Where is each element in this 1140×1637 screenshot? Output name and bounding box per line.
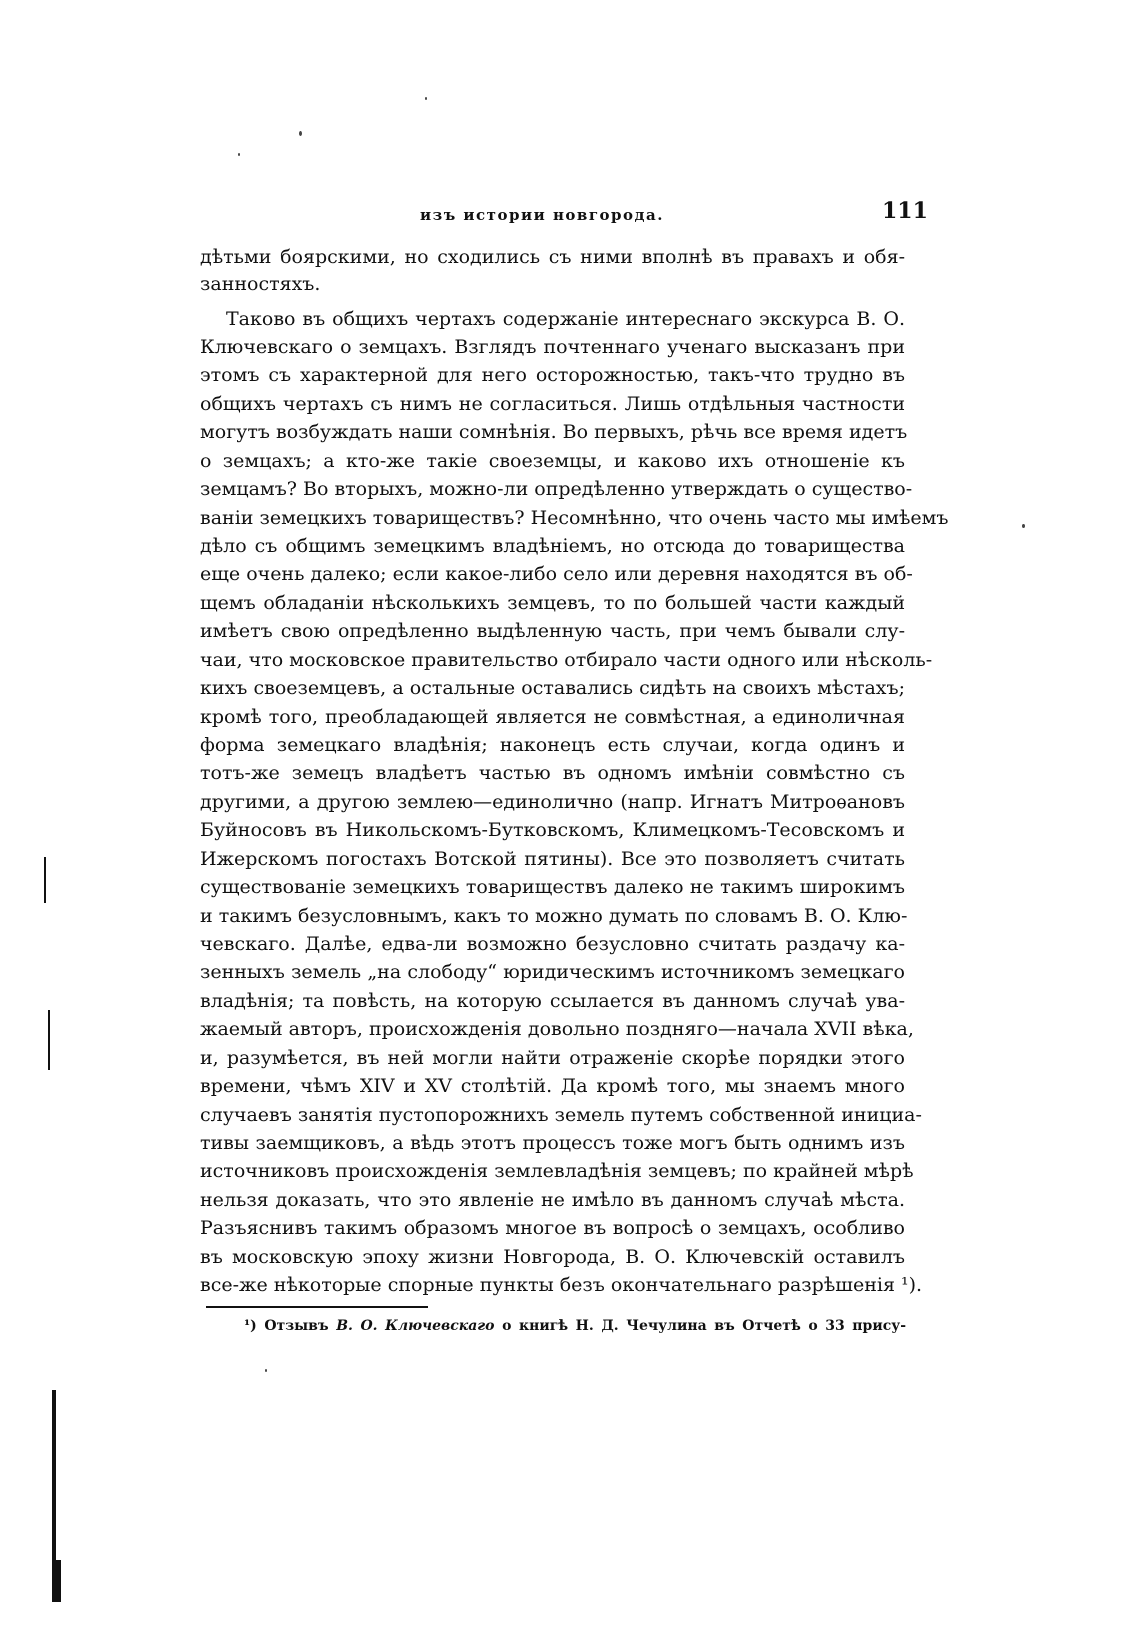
scan-edge-mark xyxy=(44,857,46,903)
footnote-lead: Отзывъ xyxy=(264,1318,329,1334)
text-line: нельзя доказать, что это явленiе не имѣло въ данномъ случаѣ мѣста. xyxy=(200,1189,905,1211)
text-line: зенныхъ земель „на слободу“ юридическимъ источникомъ земецкаго xyxy=(200,961,905,983)
page-number: 111 xyxy=(882,198,928,224)
scan-speck xyxy=(299,131,302,136)
text-line: общихъ чертахъ съ нимъ не согласиться. Лишь отдѣльныя частности xyxy=(200,393,905,415)
text-line: Буйносовъ въ Никольскомъ-Бутковскомъ, Климецкомъ-Тесовскомъ и xyxy=(200,819,905,841)
text-line: о земцахъ; а кто-же такiе своеземцы, и каково ихъ отношенiе къ xyxy=(200,450,905,472)
text-line: тотъ-же земецъ владѣетъ частью въ одномъ имѣнiи совмѣстно съ xyxy=(200,762,905,784)
footnote-text: о книгѣ Н. Д. Чечулина въ Отчетѣ о 33 прису- xyxy=(502,1318,907,1334)
text-line: дѣло съ общимъ земецкимъ владѣнiемъ, но отсюда до товарищества xyxy=(200,535,905,557)
text-line: и такимъ безусловнымъ, какъ то можно думать по словамъ В. О. Клю- xyxy=(200,905,908,927)
text-line: ванiи земецкихъ товариществъ? Несомнѣнно, что очень часто мы имѣемъ xyxy=(200,507,949,529)
text-line: въ московскую эпоху жизни Новгорода, В. О. Ключевскiй оставилъ xyxy=(200,1246,905,1268)
text-line: Ключевскаго о земцахъ. Взглядъ почтеннаго ученаго высказанъ при xyxy=(200,336,905,358)
text-line: дѣтьми боярскими, но сходились съ ними вполнѣ въ правахъ и обя- xyxy=(200,246,905,268)
text-line: все-же нѣкоторые спорные пункты безъ окончательнаго разрѣшенiя ¹). xyxy=(200,1274,923,1296)
scan-speck xyxy=(425,97,427,100)
footnote-rule xyxy=(206,1306,428,1308)
scan-edge-mark xyxy=(56,1560,61,1602)
text-line: источниковъ происхожденiя землевладѣнiя земцевъ; по крайней мѣрѣ xyxy=(200,1160,914,1182)
running-title: изъ истории новгорода. xyxy=(420,206,664,224)
text-line: Ижерскомъ погостахъ Вотской пятины). Все это позволяетъ считать xyxy=(200,848,905,870)
text-line: кихъ своеземцевъ, а остальные оставались сидѣть на своихъ мѣстахъ; xyxy=(200,677,905,699)
text-line: форма земецкаго владѣнiя; наконецъ есть случаи, когда одинъ и xyxy=(200,734,905,756)
text-line: другими, а другою землею—единолично (напр. Игнатъ Митроѳановъ xyxy=(200,791,905,813)
text-line: кромѣ того, преобладающей является не совмѣстная, а единоличная xyxy=(200,706,905,728)
text-line: земцамъ? Во вторыхъ, можно-ли опредѣленно утверждать о существо- xyxy=(200,478,913,500)
text-line: Таково въ общихъ чертахъ содержанiе интереснаго экскурса В. О. xyxy=(226,308,905,330)
text-line: Разъяснивъ такимъ образомъ многое въ вопросѣ о земцахъ, особливо xyxy=(200,1217,905,1239)
scan-speck xyxy=(1022,524,1025,528)
text-line: и, разумѣется, въ ней могли найти отраженiе скорѣе порядки этого xyxy=(200,1047,905,1069)
text-line: жаемый авторъ, происхожденiя довольно поздняго—начала XVII вѣка, xyxy=(200,1018,914,1040)
text-line: тивы заемщиковъ, а вѣдь этотъ процессъ тоже могъ быть однимъ изъ xyxy=(200,1132,905,1154)
text-line: времени, чѣмъ XIV и XV столѣтiй. Да кромѣ того, мы знаемъ много xyxy=(200,1075,905,1097)
text-line: случаевъ занятiя пустопорожнихъ земель путемъ собственной инициа- xyxy=(200,1104,922,1126)
text-line: имѣетъ свою опредѣленно выдѣленную часть, при чемъ бывали слу- xyxy=(200,620,905,642)
text-line: могутъ возбуждать наши сомнѣнiя. Во первыхъ, рѣчь все время идетъ xyxy=(200,421,908,443)
text-line: занностяхъ. xyxy=(200,273,321,295)
footnote xyxy=(244,1318,906,1334)
footnote-author: В. О. Ключевскаго xyxy=(336,1318,495,1334)
text-line: существованiе земецкихъ товариществъ далеко не такимъ широкимъ xyxy=(200,876,905,898)
scan-edge-mark xyxy=(48,1010,50,1070)
text-line: чаи, что московское правительство отбирало части одного или нѣсколь- xyxy=(200,649,933,671)
scan-speck xyxy=(238,153,240,156)
text-line: еще очень далеко; если какое-либо село или деревня находятся въ об- xyxy=(200,563,913,585)
text-line: щемъ обладанiи нѣсколькихъ земцевъ, то по большей части каждый xyxy=(200,592,905,614)
footnote-marker: ¹) xyxy=(244,1318,257,1334)
text-line: чевскаго. Далѣе, едва-ли возможно безусловно считать раздачу ка- xyxy=(200,933,905,955)
text-line: этомъ съ характерной для него осторожностью, такъ-что трудно въ xyxy=(200,364,905,386)
text-line: владѣнiя; та повѣсть, на которую ссылается въ данномъ случаѣ ува- xyxy=(200,990,905,1012)
scan-speck xyxy=(265,1369,267,1372)
